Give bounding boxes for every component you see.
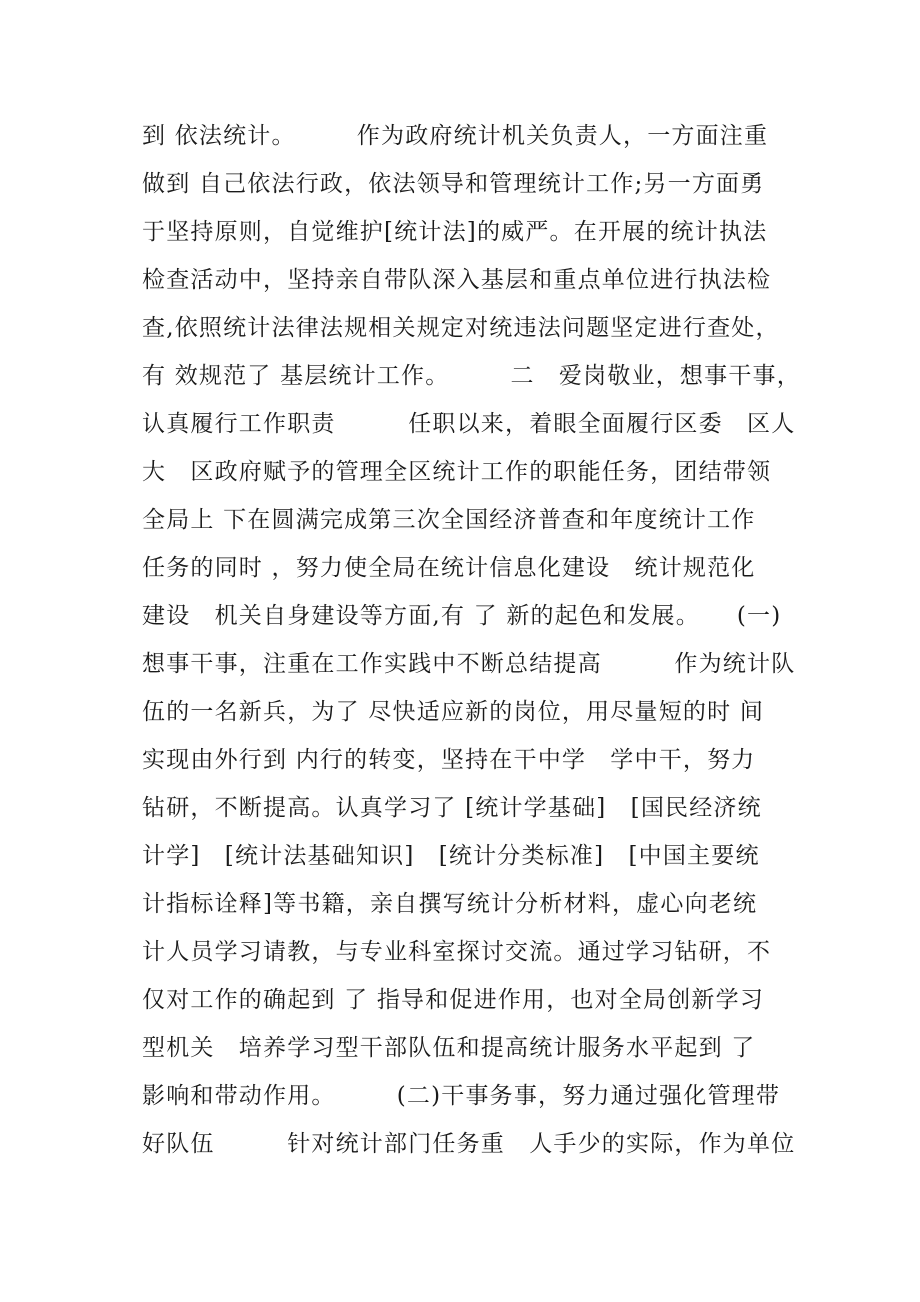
text-line-13: 伍的一名新兵，为了 尽快适应新的岗位，用尽量短的时 间	[142, 699, 765, 725]
text-line-14: 实现由外行到 内行的转变，坚持在干中学 学中干，努力	[142, 747, 756, 773]
text-line-22: 好队伍 针对统计部门任务重 人手少的实际，作为单位	[142, 1131, 796, 1157]
text-line-16: 计学] [统计法基础知识] [统计分类标准] [中国主要统	[142, 843, 760, 869]
text-line-2: 做到 自己依法行政，依法领导和管理统计工作;另一方面勇	[142, 171, 765, 197]
text-line-6: 有 效规范了 基层统计工作。 二 爱岗敬业，想事干事，	[142, 363, 801, 389]
text-line-10: 任务的同时 ，努力使全局在统计信息化建设 统计规范化	[142, 555, 756, 581]
text-line-11: 建设 机关自身建设等方面,有 了 新的起色和发展。 (一)	[142, 603, 782, 629]
text-line-12: 想事干事，注重在工作实践中不断总结提高 作为统计队	[142, 651, 796, 677]
text-line-19: 仅对工作的确起到 了 指导和促进作用，也对全局创新学习	[142, 987, 765, 1013]
text-line-21: 影响和带动作用。 (二)干事务事，努力通过强化管理带	[142, 1083, 781, 1109]
text-line-17: 计指标诠释]等书籍，亲自撰写统计分析材料，虚心向老统	[142, 891, 758, 917]
text-line-18: 计人员学习请教，与专业科室探讨交流。通过学习钻研，不	[142, 939, 772, 965]
text-line-3: 于坚持原则，自觉维护[统计法]的威严。在开展的统计执法	[142, 219, 768, 245]
text-line-1: 到 依法统计。 作为政府统计机关负责人，一方面注重	[142, 123, 769, 149]
text-line-8: 大 区政府赋予的管理全区统计工作的职能任务，团结带领	[142, 459, 772, 485]
text-line-7: 认真履行工作职责 任职以来，着眼全面履行区委 区人	[142, 411, 796, 437]
text-line-15: 钻研，不断提高。认真学习了 [统计学基础] [国民经济统	[142, 795, 762, 821]
text-line-5: 查,依照统计法律法规相关规定对统违法问题坚定进行查处，	[142, 315, 780, 341]
text-line-20: 型机关 培养学习型干部队伍和提高统计服务水平起到 了	[142, 1035, 756, 1061]
body-text	[142, 112, 822, 1168]
text-line-4: 检查活动中，坚持亲自带队深入基层和重点单位进行执法检	[142, 267, 772, 293]
text-line-9: 全局上 下在圆满完成第三次全国经济普查和年度统计工作	[142, 507, 756, 533]
